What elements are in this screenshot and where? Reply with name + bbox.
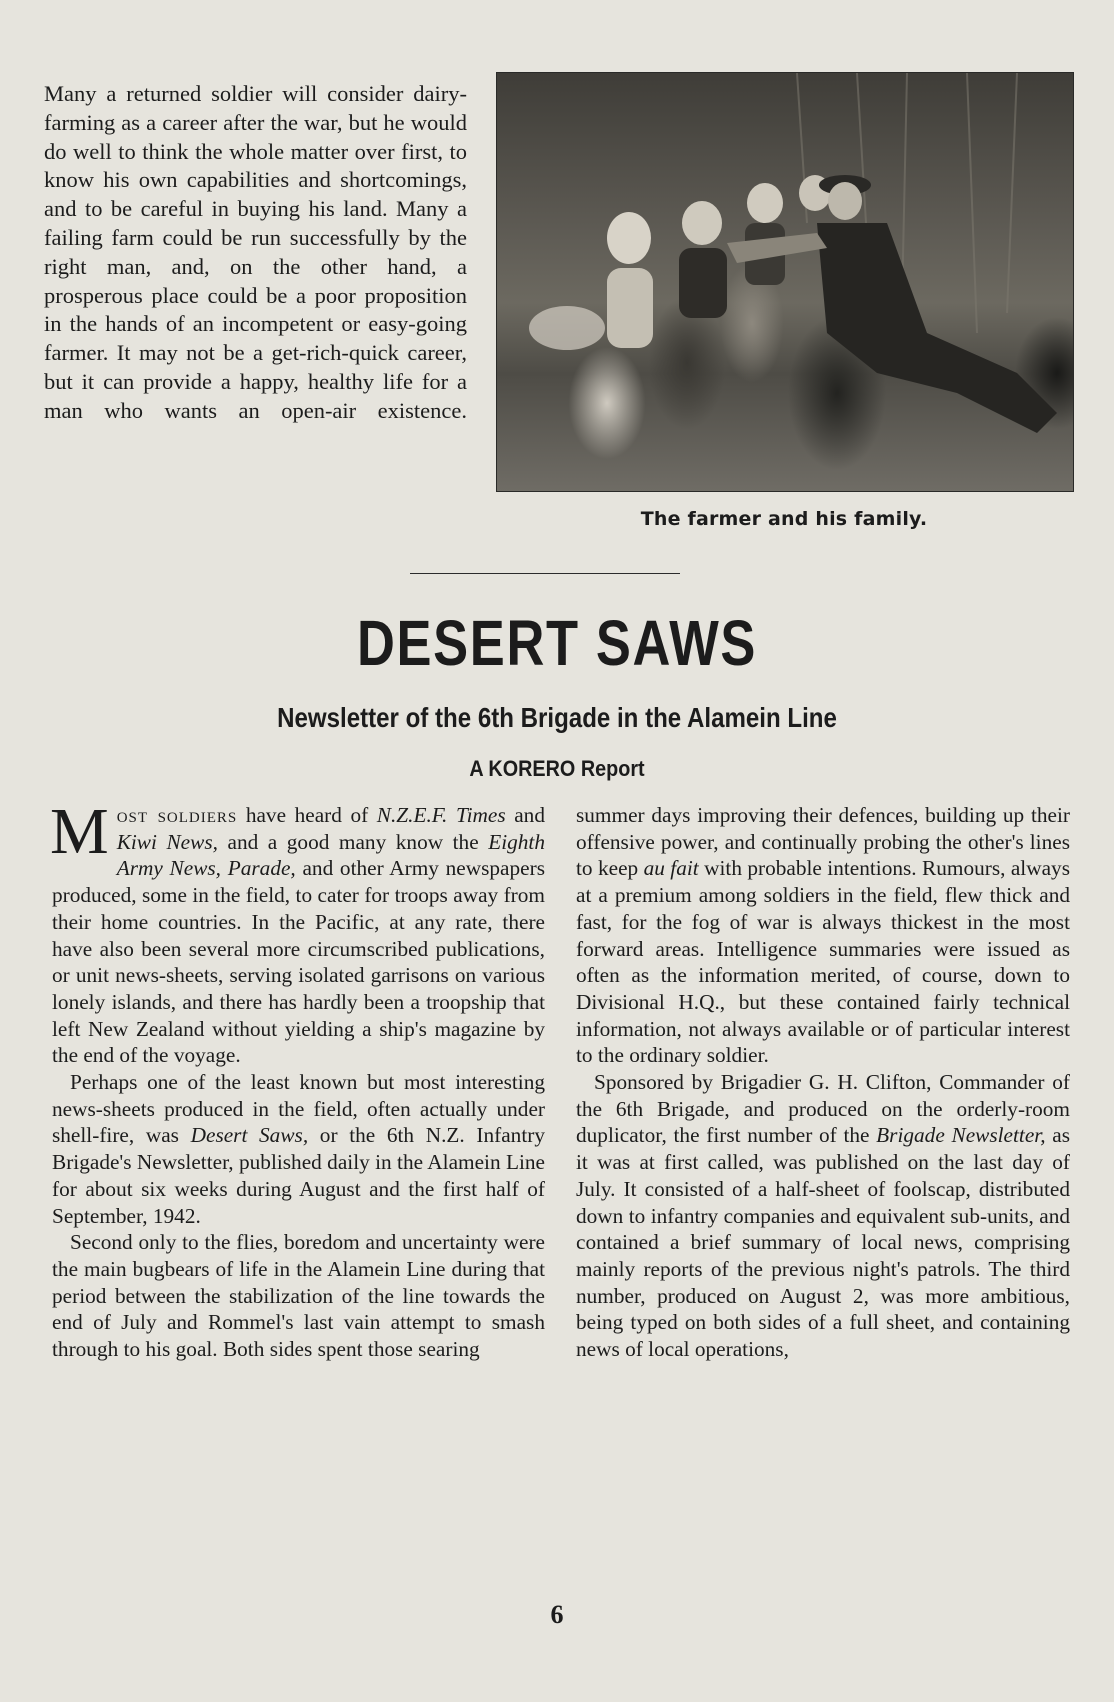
section-divider — [410, 573, 680, 574]
intro-paragraph: Many a returned soldier will consider dairy-farming as a career after the war, but he would do well to think the whole matter over first, to know his own capabilities and shortcomings, and to be careful in buying his land. Many a failing farm could be run successfully by the right man, and, on the other hand, a prosperous place could be a poor proposition in the hands of an incompetent or easy-going farmer. It may not be a get-rich-quick career, but it can provide a happy, healthy life for a man who wants an open-air existence. — [44, 81, 467, 423]
article-column-right — [576, 802, 1070, 1363]
page-number: 6 — [550, 1600, 564, 1629]
article-title: DESERT SAWS — [356, 607, 758, 679]
article-byline: A KORERO Report — [469, 756, 645, 781]
photo-illustration — [497, 73, 1073, 491]
article-paragraph: Second only to the flies, boredom and uncertainty were the main bugbears of life in the Alamein Line during that period between the stabilization of the line towards the end of July and Rommel's last vain attempt to smash through to his goal. Both sides spent those searing — [52, 1230, 545, 1362]
farmer-family-photo — [496, 72, 1074, 492]
article-paragraph: Perhaps one of the least known but most interesting news-sheets produced in the field, often actually under shell-fire, was Desert Saws, or the 6th N.Z. Infantry Brigade's Newsletter, published daily in the Alamein Line for about six weeks during August and the first half of September, 1942. — [52, 1070, 545, 1228]
article-paragraph: Most soldiers have heard of N.Z.E.F. Times and Kiwi News, and a good many know the Eighth Army News, Parade, and other Army newspapers produced, some in the field, to cater for troops away from their home countries. In the Pacific, at any rate, there have also been several more circumscribed publications, or unit news-sheets, serving isolated garrisons on various lonely islands, and there has hardly been a troopship that left New Zealand without yielding a ship's magazine by the end of the voyage. — [50, 795, 545, 1068]
article-paragraph: Sponsored by Brigadier G. H. Clifton, Commander of the 6th Brigade, and produced on the orderly-room duplicator, the first number of the Brigade Newsletter, as it was at first called, was published on the last day of July. It consisted of a half-sheet of foolscap, distributed down to infantry companies and equivalent sub-units, and contained a brief summary of local news, comprising mainly reports of the previous night's patrols. The third number, produced on August 2, was more ambitious, being typed on both sides of a full sheet, and containing news of local operations, — [576, 1070, 1070, 1362]
article-paragraph: summer days improving their defences, building up their offensive power, and continually probing the other's lines to keep au fait with probable intentions. Rumours, always at a premium among soldiers in the field, flew thick and fast, for the fog of war is always thickest in the most forward areas. Intelligence summaries were issued as often as the information merited, of course, down to Divisional H.Q., but these contained fairly technical information, not always available or of particular interest to the ordinary soldier. — [576, 803, 1070, 1068]
drop-cap: M — [50, 795, 109, 868]
article-column-left — [50, 795, 545, 1363]
article-subtitle: Newsletter of the 6th Brigade in the Alamein Line — [277, 702, 837, 733]
photo-caption: The farmer and his family. — [640, 508, 928, 530]
